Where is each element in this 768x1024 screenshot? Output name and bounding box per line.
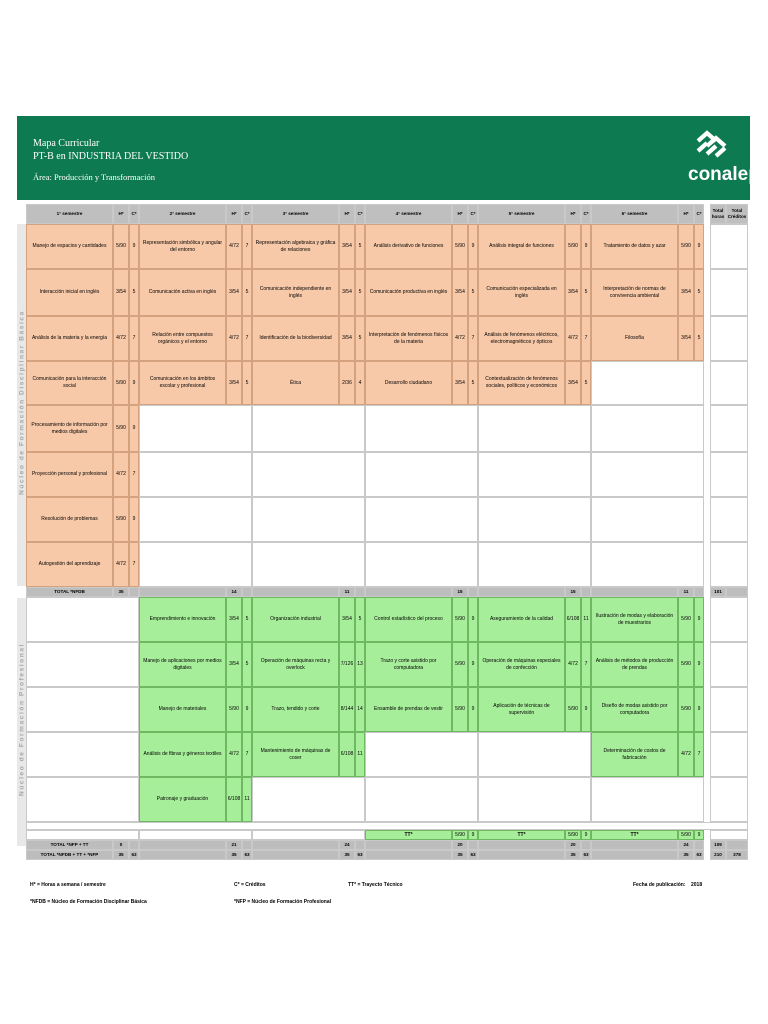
prof-credits: 9 bbox=[694, 597, 704, 642]
prof-hours: 5/90 bbox=[678, 642, 694, 687]
conalep-logo-text: conalep bbox=[688, 164, 760, 185]
prof-hours: 6/108 bbox=[339, 732, 355, 777]
total-nfdb-fill bbox=[591, 587, 678, 597]
basic-subject: Interacción inicial en inglés bbox=[26, 269, 113, 316]
basic-hours: 5/90 bbox=[565, 224, 581, 269]
credits-header: C* bbox=[129, 204, 139, 224]
total-all-fill bbox=[139, 850, 226, 860]
total-nfdb-credits bbox=[355, 587, 365, 597]
basic-credits: 5 bbox=[581, 269, 591, 316]
prof-credits: 9 bbox=[694, 642, 704, 687]
total-nfdb-grand-credits bbox=[726, 587, 748, 597]
basic-subject: Autogestión del aprendizaje bbox=[26, 542, 113, 587]
basic-total-empty bbox=[710, 542, 748, 587]
basic-empty-cell bbox=[365, 542, 478, 587]
prof-empty-cell bbox=[365, 732, 478, 777]
prof-subject: Determinación de costos de fabricación bbox=[591, 732, 678, 777]
total-all-credits: 63 bbox=[129, 850, 139, 860]
hours-header: H* bbox=[113, 204, 129, 224]
prof-total-empty bbox=[710, 687, 748, 732]
basic-hours: 4/72 bbox=[452, 316, 468, 361]
total-nfdb-label: TOTAL *NFDB bbox=[26, 587, 113, 597]
total-nfdb-credits bbox=[242, 587, 252, 597]
prof-hours: 5/90 bbox=[678, 687, 694, 732]
prof-subject: Manejo de materiales bbox=[139, 687, 226, 732]
basic-hours: 4/72 bbox=[565, 316, 581, 361]
footer-credits-note: C* = Créditos bbox=[234, 882, 266, 888]
basic-empty-cell bbox=[139, 542, 252, 587]
basic-credits: 9 bbox=[129, 361, 139, 405]
total-all-hours: 35 bbox=[678, 850, 694, 860]
credits-header: C* bbox=[355, 204, 365, 224]
basic-empty-cell bbox=[591, 452, 704, 497]
total-all-hours: 35 bbox=[226, 850, 242, 860]
total-nfp-credits bbox=[468, 840, 478, 850]
basic-subject: Análisis integral de funciones bbox=[478, 224, 565, 269]
prof-hours: 4/72 bbox=[226, 732, 242, 777]
total-all-fill bbox=[591, 850, 678, 860]
basic-subject: Manejo de espacios y cantidades bbox=[26, 224, 113, 269]
footer-nfdb-note: *NFDB = Núcleo de Formación Disciplinar Básica bbox=[30, 899, 147, 905]
basic-credits: 5 bbox=[355, 316, 365, 361]
prof-hours: 6/108 bbox=[226, 777, 242, 822]
prof-empty-cell bbox=[26, 777, 139, 822]
tt-hours: 5/90 bbox=[678, 830, 694, 840]
basic-credits: 9 bbox=[468, 224, 478, 269]
total-nfp-hours: 20 bbox=[452, 840, 468, 850]
semester-header: 6° semestre bbox=[591, 204, 678, 224]
prof-credits: 7 bbox=[581, 642, 591, 687]
total-nfp-hours: 21 bbox=[226, 840, 242, 850]
tt-hours: 5/90 bbox=[565, 830, 581, 840]
basic-empty-cell bbox=[478, 542, 591, 587]
prof-hours: 3/54 bbox=[339, 597, 355, 642]
prof-credits: 7 bbox=[694, 732, 704, 777]
basic-empty-cell bbox=[252, 405, 365, 452]
basic-credits: 5 bbox=[242, 361, 252, 405]
basic-subject: Interpretación de fenómenos físicos de la materia bbox=[365, 316, 452, 361]
total-all-credits: 63 bbox=[355, 850, 365, 860]
basic-empty-cell bbox=[591, 405, 704, 452]
total-all-fill bbox=[252, 850, 339, 860]
basic-empty-cell bbox=[591, 542, 704, 587]
basic-hours: 3/54 bbox=[678, 316, 694, 361]
basic-hours: 3/54 bbox=[565, 361, 581, 405]
total-nfp-fill bbox=[252, 840, 339, 850]
basic-hours: 5/90 bbox=[113, 224, 129, 269]
basic-hours: 5/90 bbox=[678, 224, 694, 269]
prof-hours: 5/90 bbox=[452, 687, 468, 732]
basic-credits: 5 bbox=[694, 269, 704, 316]
total-all-fill bbox=[365, 850, 452, 860]
hours-header: H* bbox=[226, 204, 242, 224]
semester-header: 4° semestre bbox=[365, 204, 452, 224]
basic-subject: Proyección personal y profesional bbox=[26, 452, 113, 497]
hours-header: H* bbox=[678, 204, 694, 224]
total-nfp-hours: 20 bbox=[565, 840, 581, 850]
prof-subject: Aplicación de técnicas de supervisión bbox=[478, 687, 565, 732]
basic-credits: 5 bbox=[355, 224, 365, 269]
prof-hours: 5/90 bbox=[678, 597, 694, 642]
total-nfdb-credits bbox=[468, 587, 478, 597]
total-nfdb-hours: 11 bbox=[678, 587, 694, 597]
basic-credits: 7 bbox=[129, 316, 139, 361]
total-nfdb-hours: 15 bbox=[565, 587, 581, 597]
basic-credits: 9 bbox=[129, 405, 139, 452]
prof-credits: 9 bbox=[468, 687, 478, 732]
basic-empty-cell bbox=[365, 497, 478, 542]
basic-empty-cell bbox=[139, 497, 252, 542]
basic-subject: Comunicación especializada en inglés bbox=[478, 269, 565, 316]
total-nfdb-hours: 14 bbox=[226, 587, 242, 597]
total-all-fill bbox=[478, 850, 565, 860]
semester-header: 2° semestre bbox=[139, 204, 226, 224]
basic-subject: Comunicación independiente en inglés bbox=[252, 269, 339, 316]
prof-credits: 11 bbox=[355, 732, 365, 777]
tt-label: TT* bbox=[365, 830, 452, 840]
basic-credits: 7 bbox=[129, 542, 139, 587]
prof-empty-cell bbox=[478, 777, 591, 822]
prof-total-empty bbox=[710, 642, 748, 687]
prof-credits: 9 bbox=[468, 642, 478, 687]
tt-credits: 9 bbox=[468, 830, 478, 840]
basic-hours: 3/54 bbox=[339, 269, 355, 316]
basic-empty-cell bbox=[478, 405, 591, 452]
basic-credits: 5 bbox=[468, 269, 478, 316]
conalep-logo-icon bbox=[694, 126, 730, 162]
basic-credits: 9 bbox=[694, 224, 704, 269]
basic-subject: Desarrollo ciudadano bbox=[365, 361, 452, 405]
basic-subject: Representación simbólica y angular del entorno bbox=[139, 224, 226, 269]
basic-empty-cell bbox=[591, 497, 704, 542]
basic-total-empty bbox=[710, 497, 748, 542]
total-nfp-hours: 24 bbox=[339, 840, 355, 850]
basic-subject: Filosofía bbox=[591, 316, 678, 361]
total-nfp-credits bbox=[129, 840, 139, 850]
prof-credits: 11 bbox=[581, 597, 591, 642]
tt-label: TT* bbox=[478, 830, 565, 840]
basic-side-label: Núcleo de Formación Disciplinar Básica bbox=[18, 310, 26, 495]
prof-hours: 5/90 bbox=[452, 642, 468, 687]
basic-subject: Comunicación productiva en inglés bbox=[365, 269, 452, 316]
total-nfdb-hours: 35 bbox=[113, 587, 129, 597]
tt-label: TT* bbox=[591, 830, 678, 840]
total-all-credits: 63 bbox=[242, 850, 252, 860]
prof-hours: 3/54 bbox=[226, 597, 242, 642]
prof-subject: Aseguramiento de la calidad bbox=[478, 597, 565, 642]
credits-header: C* bbox=[694, 204, 704, 224]
total-credits-header: Total Créditos bbox=[726, 204, 748, 224]
prof-hours: 3/54 bbox=[226, 642, 242, 687]
basic-credits: 5 bbox=[129, 269, 139, 316]
total-nfp-fill bbox=[365, 840, 452, 850]
basic-hours: 4/72 bbox=[226, 224, 242, 269]
credits-header: C* bbox=[242, 204, 252, 224]
total-nfdb-fill bbox=[139, 587, 226, 597]
basic-empty-cell bbox=[139, 405, 252, 452]
basic-total-empty bbox=[710, 224, 748, 269]
prof-total-empty bbox=[710, 777, 748, 822]
tt-credits: 9 bbox=[581, 830, 591, 840]
basic-hours: 3/54 bbox=[226, 269, 242, 316]
basic-hours: 5/90 bbox=[113, 361, 129, 405]
basic-hours: 3/54 bbox=[226, 361, 242, 405]
basic-credits: 7 bbox=[468, 316, 478, 361]
total-nfdb-grand: 101 bbox=[710, 587, 726, 597]
basic-empty-cell bbox=[478, 452, 591, 497]
basic-subject: Interpretación de normas de convivencia ambiental bbox=[591, 269, 678, 316]
total-nfp-fill bbox=[478, 840, 565, 850]
basic-subject: Resolución de problemas bbox=[26, 497, 113, 542]
basic-credits: 5 bbox=[581, 361, 591, 405]
basic-empty-cell bbox=[252, 542, 365, 587]
basic-hours: 5/90 bbox=[113, 497, 129, 542]
basic-empty-cell bbox=[252, 497, 365, 542]
prof-subject: Ilustración de modas y elaboración de muestrarios bbox=[591, 597, 678, 642]
total-nfdb-fill bbox=[478, 587, 565, 597]
tt-empty-cell bbox=[139, 830, 252, 840]
basic-hours: 3/54 bbox=[565, 269, 581, 316]
hours-header: H* bbox=[339, 204, 355, 224]
prof-credits: 9 bbox=[694, 687, 704, 732]
basic-hours: 3/54 bbox=[339, 316, 355, 361]
basic-hours: 4/72 bbox=[113, 316, 129, 361]
semester-header: 5° semestre bbox=[478, 204, 565, 224]
total-all-label: TOTAL *NFDB + TT + *NFP bbox=[26, 850, 113, 860]
prof-subject: Mantenimiento de máquinas de coser bbox=[252, 732, 339, 777]
hours-header: H* bbox=[565, 204, 581, 224]
basic-hours: 4/72 bbox=[113, 542, 129, 587]
basic-credits: 9 bbox=[581, 224, 591, 269]
semester-header: 3° semestre bbox=[252, 204, 339, 224]
prof-subject: Patronaje y graduación bbox=[139, 777, 226, 822]
credits-header: C* bbox=[468, 204, 478, 224]
prof-empty-cell bbox=[365, 777, 478, 822]
prof-subject: Operación de máquinas recta y overlock bbox=[252, 642, 339, 687]
total-nfp-grand-credits bbox=[726, 840, 748, 850]
basic-hours: 5/90 bbox=[113, 405, 129, 452]
prof-empty-cell bbox=[478, 732, 591, 777]
prof-hours: 7/126 bbox=[339, 642, 355, 687]
basic-subject: Procesamiento de información por medios digitales bbox=[26, 405, 113, 452]
basic-credits: 5 bbox=[694, 316, 704, 361]
total-nfp-hours: 0 bbox=[113, 840, 129, 850]
total-all-credits: 63 bbox=[581, 850, 591, 860]
basic-empty-cell bbox=[365, 405, 478, 452]
basic-credits: 5 bbox=[242, 269, 252, 316]
total-nfdb-hours: 15 bbox=[452, 587, 468, 597]
prof-empty-cell bbox=[26, 597, 139, 642]
footer-nfp-note: *NFP = Núcleo de Formación Profesional bbox=[234, 899, 332, 905]
total-nfp-credits bbox=[581, 840, 591, 850]
basic-credits: 9 bbox=[129, 224, 139, 269]
basic-credits: 7 bbox=[242, 316, 252, 361]
total-all-credits: 63 bbox=[468, 850, 478, 860]
total-all-grand-credits: 378 bbox=[726, 850, 748, 860]
tt-credits: 9 bbox=[694, 830, 704, 840]
basic-hours: 4/72 bbox=[226, 316, 242, 361]
basic-hours: 3/54 bbox=[339, 224, 355, 269]
prof-side-label: Núcleo de Formación Profesional bbox=[18, 643, 26, 796]
basic-empty-cell bbox=[478, 497, 591, 542]
hours-header: H* bbox=[452, 204, 468, 224]
prof-empty-cell bbox=[26, 687, 139, 732]
basic-subject: Comunicación en los ámbitos escolar y profesional bbox=[139, 361, 226, 405]
basic-subject: Análisis de la materia y la energía bbox=[26, 316, 113, 361]
total-nfp-credits bbox=[694, 840, 704, 850]
prof-credits: 14 bbox=[355, 687, 365, 732]
basic-credits: 5 bbox=[355, 269, 365, 316]
prof-subject: Operación de máquinas especiales de confección bbox=[478, 642, 565, 687]
tt-hours: 5/90 bbox=[452, 830, 468, 840]
basic-subject: Comunicación para la interacción social bbox=[26, 361, 113, 405]
basic-total-empty bbox=[710, 269, 748, 316]
total-all-hours: 35 bbox=[113, 850, 129, 860]
basic-hours: 3/54 bbox=[452, 269, 468, 316]
basic-hours: 3/54 bbox=[113, 269, 129, 316]
basic-empty-cell bbox=[252, 452, 365, 497]
prof-hours: 8/144 bbox=[339, 687, 355, 732]
prof-hours: 5/90 bbox=[226, 687, 242, 732]
prof-subject: Emprendimiento e innovación bbox=[139, 597, 226, 642]
total-hours-header: Total horas bbox=[710, 204, 726, 224]
prof-total-empty bbox=[710, 732, 748, 777]
basic-total-empty bbox=[710, 452, 748, 497]
basic-subject: Contextualización de fenómenos sociales, políticos y económicos bbox=[478, 361, 565, 405]
prof-empty-cell bbox=[26, 642, 139, 687]
prof-spacer-row bbox=[26, 822, 748, 830]
total-nfdb-credits bbox=[694, 587, 704, 597]
prof-credits: 7 bbox=[242, 732, 252, 777]
prof-hours: 4/72 bbox=[565, 642, 581, 687]
prof-credits: 5 bbox=[242, 642, 252, 687]
total-all-grand-hours: 210 bbox=[710, 850, 726, 860]
tt-empty-cell bbox=[252, 830, 365, 840]
prof-subject: Trazo y corte asistido por computadora bbox=[365, 642, 452, 687]
prof-subject: Ensamble de prendas de vestir bbox=[365, 687, 452, 732]
prof-credits: 13 bbox=[355, 642, 365, 687]
basic-subject: Comunicación activa en inglés bbox=[139, 269, 226, 316]
total-nfp-fill bbox=[139, 840, 226, 850]
program-title: PT-B en INDUSTRIA DEL VESTIDO bbox=[33, 151, 189, 162]
prof-credits: 9 bbox=[242, 687, 252, 732]
total-all-hours: 35 bbox=[452, 850, 468, 860]
header-banner bbox=[17, 116, 750, 200]
basic-empty-cell bbox=[139, 452, 252, 497]
total-nfdb-fill bbox=[252, 587, 339, 597]
footer-tt-note: TT* = Trayecto Técnico bbox=[348, 882, 403, 888]
prof-subject: Manejo de aplicaciones por medios digitales bbox=[139, 642, 226, 687]
basic-credits: 9 bbox=[129, 497, 139, 542]
prof-subject: Organización industrial bbox=[252, 597, 339, 642]
total-nfp-credits bbox=[355, 840, 365, 850]
basic-hours: 4/72 bbox=[113, 452, 129, 497]
total-nfp-grand: 109 bbox=[710, 840, 726, 850]
prof-subject: Trazo, tendido y corte bbox=[252, 687, 339, 732]
basic-subject: Identificación de la biodiversidad bbox=[252, 316, 339, 361]
total-nfdb-credits bbox=[581, 587, 591, 597]
basic-total-empty bbox=[710, 316, 748, 361]
basic-subject: Ética bbox=[252, 361, 339, 405]
tt-empty-cell bbox=[26, 830, 139, 840]
area-label: Área: Producción y Transformación bbox=[33, 172, 156, 182]
basic-hours: 2/36 bbox=[339, 361, 355, 405]
prof-hours: 5/90 bbox=[452, 597, 468, 642]
basic-credits: 5 bbox=[468, 361, 478, 405]
total-nfp-fill bbox=[591, 840, 678, 850]
prof-hours: 6/108 bbox=[565, 597, 581, 642]
basic-credits: 4 bbox=[355, 361, 365, 405]
prof-total-empty bbox=[710, 597, 748, 642]
basic-subject: Tratamiento de datos y azar bbox=[591, 224, 678, 269]
prof-credits: 11 bbox=[242, 777, 252, 822]
prof-credits: 9 bbox=[468, 597, 478, 642]
basic-empty-cell bbox=[365, 452, 478, 497]
total-all-credits: 63 bbox=[694, 850, 704, 860]
total-all-hours: 35 bbox=[565, 850, 581, 860]
prof-credits: 5 bbox=[242, 597, 252, 642]
basic-subject: Análisis derivativo de funciones bbox=[365, 224, 452, 269]
total-nfdb-fill bbox=[365, 587, 452, 597]
prof-credits: 9 bbox=[581, 687, 591, 732]
total-nfdb-credits bbox=[129, 587, 139, 597]
prof-subject: Análisis de fibras y géneros textiles bbox=[139, 732, 226, 777]
basic-total-empty bbox=[710, 361, 748, 405]
basic-credits: 7 bbox=[581, 316, 591, 361]
prof-empty-cell bbox=[591, 777, 704, 822]
credits-header: C* bbox=[581, 204, 591, 224]
semester-header: 1° semestre bbox=[26, 204, 113, 224]
prof-subject: Análisis de métodos de producción de prendas bbox=[591, 642, 678, 687]
basic-empty-cell bbox=[591, 361, 704, 405]
prof-hours: 4/72 bbox=[678, 732, 694, 777]
footer-hours-note: H* = Horas a semana / semestre bbox=[30, 882, 106, 888]
total-nfp-label: TOTAL *NFP + TT bbox=[26, 840, 113, 850]
footer-publication-year: 2018 bbox=[691, 882, 703, 888]
prof-credits: 5 bbox=[355, 597, 365, 642]
prof-hours: 5/90 bbox=[565, 687, 581, 732]
total-nfp-hours: 24 bbox=[678, 840, 694, 850]
prof-empty-cell bbox=[26, 732, 139, 777]
footer-publication-label: Fecha de publicación: bbox=[633, 882, 686, 888]
prof-subject: Diseño de modas asistido por computadora bbox=[591, 687, 678, 732]
total-nfdb-hours: 11 bbox=[339, 587, 355, 597]
basic-credits: 7 bbox=[129, 452, 139, 497]
total-nfp-credits bbox=[242, 840, 252, 850]
basic-subject: Análisis de fenómenos eléctricos, electromagnéticos y ópticos bbox=[478, 316, 565, 361]
basic-total-empty bbox=[710, 405, 748, 452]
basic-credits: 7 bbox=[242, 224, 252, 269]
prof-empty-cell bbox=[252, 777, 365, 822]
basic-subject: Relación entre compuestos orgánicos y el entorno bbox=[139, 316, 226, 361]
prof-subject: Control estadístico del proceso bbox=[365, 597, 452, 642]
basic-hours: 5/90 bbox=[452, 224, 468, 269]
total-all-hours: 35 bbox=[339, 850, 355, 860]
basic-subject: Representación algebraica y gráfica de relaciones bbox=[252, 224, 339, 269]
basic-hours: 3/54 bbox=[678, 269, 694, 316]
tt-total-empty bbox=[710, 830, 748, 840]
basic-hours: 3/54 bbox=[452, 361, 468, 405]
map-title: Mapa Curricular bbox=[33, 138, 100, 149]
